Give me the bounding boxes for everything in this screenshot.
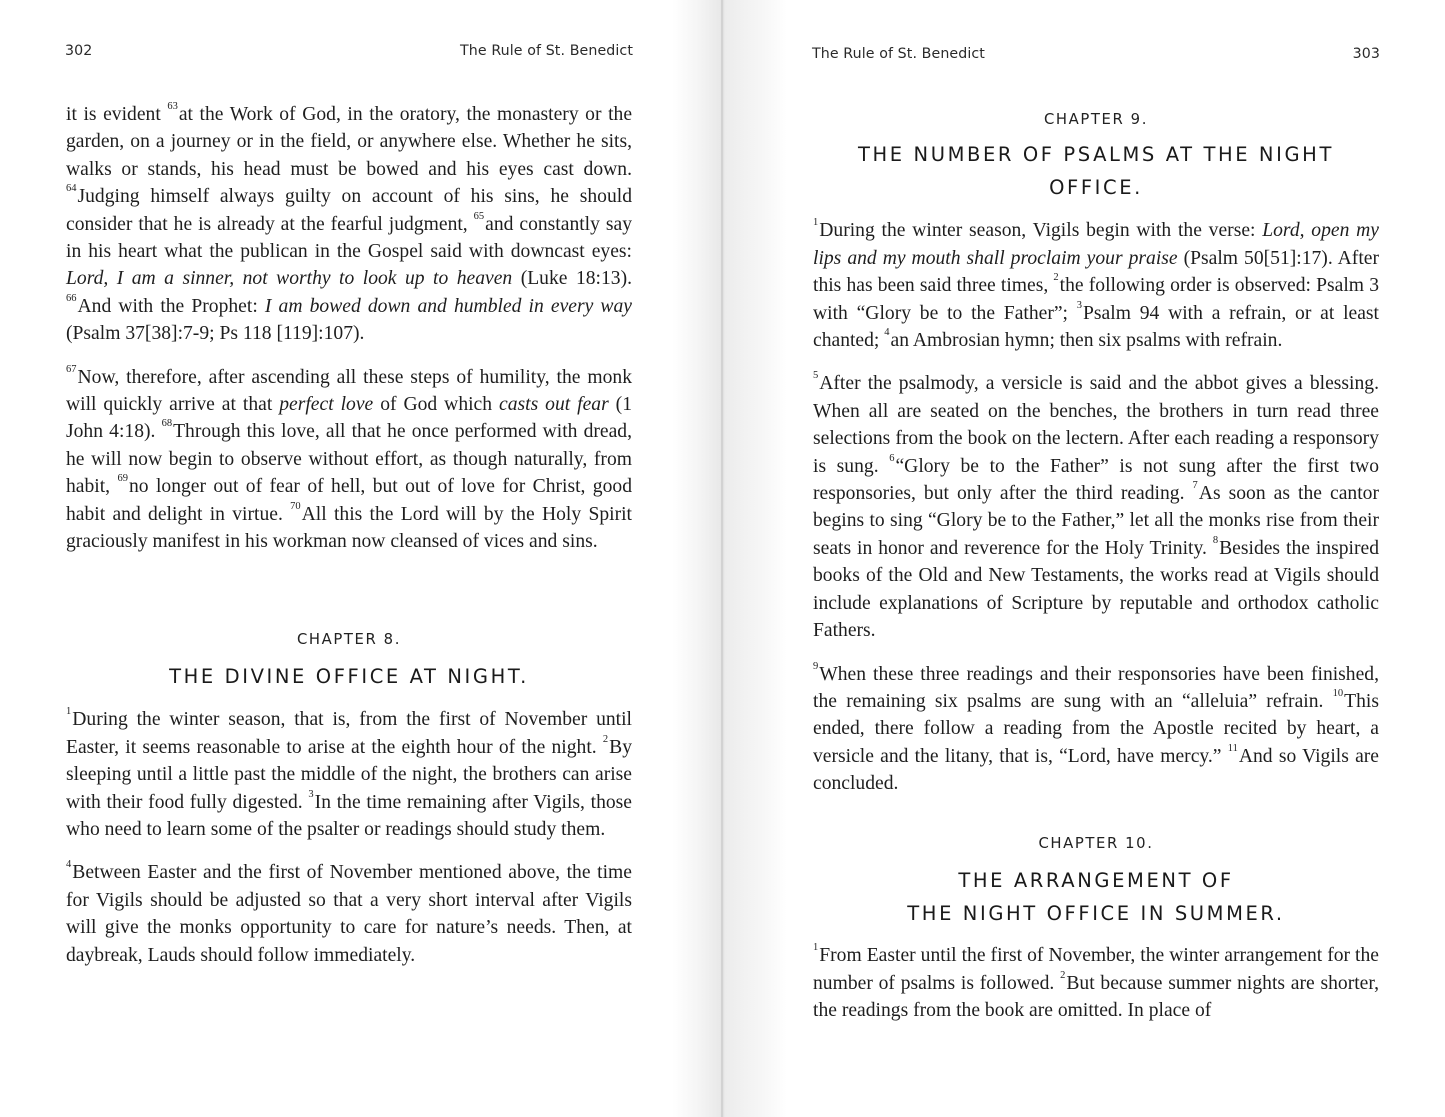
text-run: Now, therefore, after ascending all these steps of humility, the monk will quickly arrive at that	[66, 366, 632, 416]
text-run: “Glory be to the Father” is not sung after the first two responsories, but only after the third reading.	[813, 455, 1379, 505]
verse-number: 68	[161, 418, 173, 430]
text-run: But because summer nights are shorter, the readings from the book are omitted. In place of	[813, 972, 1379, 1022]
text-run: Between Easter and the first of November mentioned above, the time for Vigils should be adjusted so that a very short interval after Vigils will give the monks opportunity to care for nature’s needs. Then, at daybreak, Lauds should follow immediately.	[66, 862, 632, 966]
text-run: When these three readings and their responsories have been finished, the remaining six psalms are sung with an “alleluia” refrain.	[813, 663, 1379, 712]
chapter-title-line: THE ARRANGEMENT OF	[958, 869, 1234, 893]
verse-number: 8	[1212, 534, 1219, 546]
text-run: By sleeping until a little past the middle of the night, the brothers can arise with their food fully digested.	[66, 736, 632, 813]
paragraph	[66, 101, 632, 348]
scripture-quote: casts out fear	[499, 394, 609, 416]
text-run: From Easter until the first of November, the winter arrangement for the number of psalms is followed.	[813, 945, 1379, 994]
text-run: Psalm 94 with a refrain, or at least chanted;	[813, 302, 1379, 352]
verse-number: 70	[290, 500, 301, 512]
verse-number: 5	[813, 370, 819, 382]
text-run: no longer out of fear of hell, but out of love for Christ, good habit and delight in virtue.	[66, 476, 632, 525]
paragraph	[813, 370, 1379, 644]
paragraph	[813, 942, 1379, 1024]
paragraph	[813, 661, 1379, 798]
text-run: During the winter season, Vigils begin with the verse:	[819, 220, 1263, 242]
verse-number: 9	[813, 660, 819, 672]
verse-number: 2	[1053, 272, 1059, 284]
text-run: Besides the inspired books of the Old and New Testaments, the works read at Vigils should include explanations of Scripture by reputable and orthodox catholic Fathers.	[813, 537, 1379, 642]
chapter-9	[813, 106, 1379, 798]
text-run: And so Vigils are concluded.	[813, 745, 1379, 795]
chapter-number: CHAPTER 10.	[1038, 835, 1154, 852]
chapter-10	[813, 830, 1379, 1025]
verse-number: 66	[66, 292, 77, 304]
verse-number: 67	[66, 363, 77, 375]
text-run: And with the Prophet:	[77, 295, 265, 317]
scripture-quote: Lord, I am a sinner, not worthy to look up to heaven	[66, 268, 513, 290]
verse-number: 3	[1076, 299, 1083, 311]
running-title: The Rule of St. Benedict	[460, 43, 633, 59]
verse-number: 4	[884, 327, 890, 339]
text-run: at the Work of God, in the oratory, the monastery or the garden, on a journey or in the field, or anywhere else. Whether he sits, walks or stands, his head must be bowed and his eyes cast down.	[66, 104, 633, 180]
verse-number: 65	[473, 210, 485, 222]
verse-number: 3	[308, 788, 314, 800]
verse-number: 2	[602, 733, 609, 745]
chapter-number: CHAPTER 8.	[297, 631, 401, 648]
text-run: and constantly say in his heart what the publican in the Gospel said with downcast eyes:	[66, 213, 632, 263]
verse-number: 1	[813, 942, 819, 954]
text-run: (1 John 4:18).	[66, 394, 632, 443]
verse-number: 6	[889, 452, 895, 464]
text-run: This ended, there follow a reading from the Apostle recited by heart, a versicle and the litany, that is, “Lord, have mercy.”	[813, 690, 1379, 767]
text-run: the following order is observed: Psalm 3 with “Glory be to the Father”;	[813, 275, 1379, 324]
right-page	[722, 0, 1445, 1117]
text-run: it is evident	[66, 104, 168, 125]
text-run: After the psalmody, a versicle is said and the abbot gives a blessing. When all are seated on the benches, the brothers in turn read three selections from the book on the lectern. After each reading a responsory is sung.	[813, 373, 1379, 477]
verse-number: 63	[167, 101, 178, 112]
verse-number: 69	[117, 473, 128, 485]
text-run: of God which	[373, 394, 500, 416]
paragraph	[66, 364, 632, 556]
paragraph	[813, 217, 1379, 354]
left-page	[0, 0, 722, 1117]
verse-number: 10	[1332, 687, 1344, 699]
text-run: In the time remaining after Vigils, those who need to learn some of the psalter or readings should study them.	[66, 791, 632, 841]
scripture-quote: Lord, open my lips and my mouth shall proclaim your praise	[813, 220, 1379, 269]
text-run: an Ambrosian hymn; then six psalms with refrain.	[890, 330, 1283, 352]
chapter-title: THE NUMBER OF PSALMS AT THE NIGHT OFFICE.	[858, 143, 1334, 200]
text-run: (Psalm 37[38]:7-9; Ps 118 [119]:107).	[66, 323, 365, 345]
book-spine-divider	[721, 0, 723, 1117]
verse-number: 1	[813, 217, 819, 229]
chapter-8	[66, 626, 632, 969]
verse-number: 11	[1227, 742, 1238, 754]
paragraph	[66, 859, 632, 969]
verse-number: 1	[66, 706, 72, 718]
verse-number: 4	[66, 859, 72, 871]
verse-number: 64	[66, 183, 77, 195]
page-number: 303	[1352, 46, 1380, 62]
running-title: The Rule of St. Benedict	[812, 46, 985, 62]
paragraph	[66, 706, 632, 843]
text-run: During the winter season, that is, from the first of November until Easter, it seems reasonable to arise at the eighth hour of the night.	[66, 709, 632, 758]
scripture-quote: perfect love	[279, 394, 374, 416]
chapter-title: THE DIVINE OFFICE AT NIGHT.	[169, 665, 529, 689]
verse-number: 7	[1192, 480, 1198, 492]
scripture-quote: I am bowed down and humbled in every way	[264, 295, 632, 317]
text-run: (Psalm 50[51]:17). After this has been said three times,	[813, 247, 1379, 297]
left-text-column	[66, 101, 632, 556]
chapter-title-line: THE NIGHT OFFICE IN SUMMER.	[907, 902, 1285, 926]
text-run: Through this love, all that he once performed with dread, he will now begin to observe without effort, as though naturally, from habit,	[66, 421, 633, 498]
text-run: As soon as the cantor begins to sing “Glory be to the Father,” let all the monks rise from their seats in honor and reverence for the Holy Trinity.	[813, 483, 1379, 559]
text-run: (Luke 18:13).	[512, 268, 633, 290]
page-number: 302	[65, 43, 93, 59]
text-run: Judging himself always guilty on account of his sins, he should consider that he is already at the fearful judgment,	[66, 186, 632, 235]
chapter-number: CHAPTER 9.	[1044, 111, 1148, 128]
verse-number: 2	[1060, 969, 1066, 981]
text-run: All this the Lord will by the Holy Spirit graciously manifest in his workman now cleansed of vices and sins.	[66, 503, 632, 553]
